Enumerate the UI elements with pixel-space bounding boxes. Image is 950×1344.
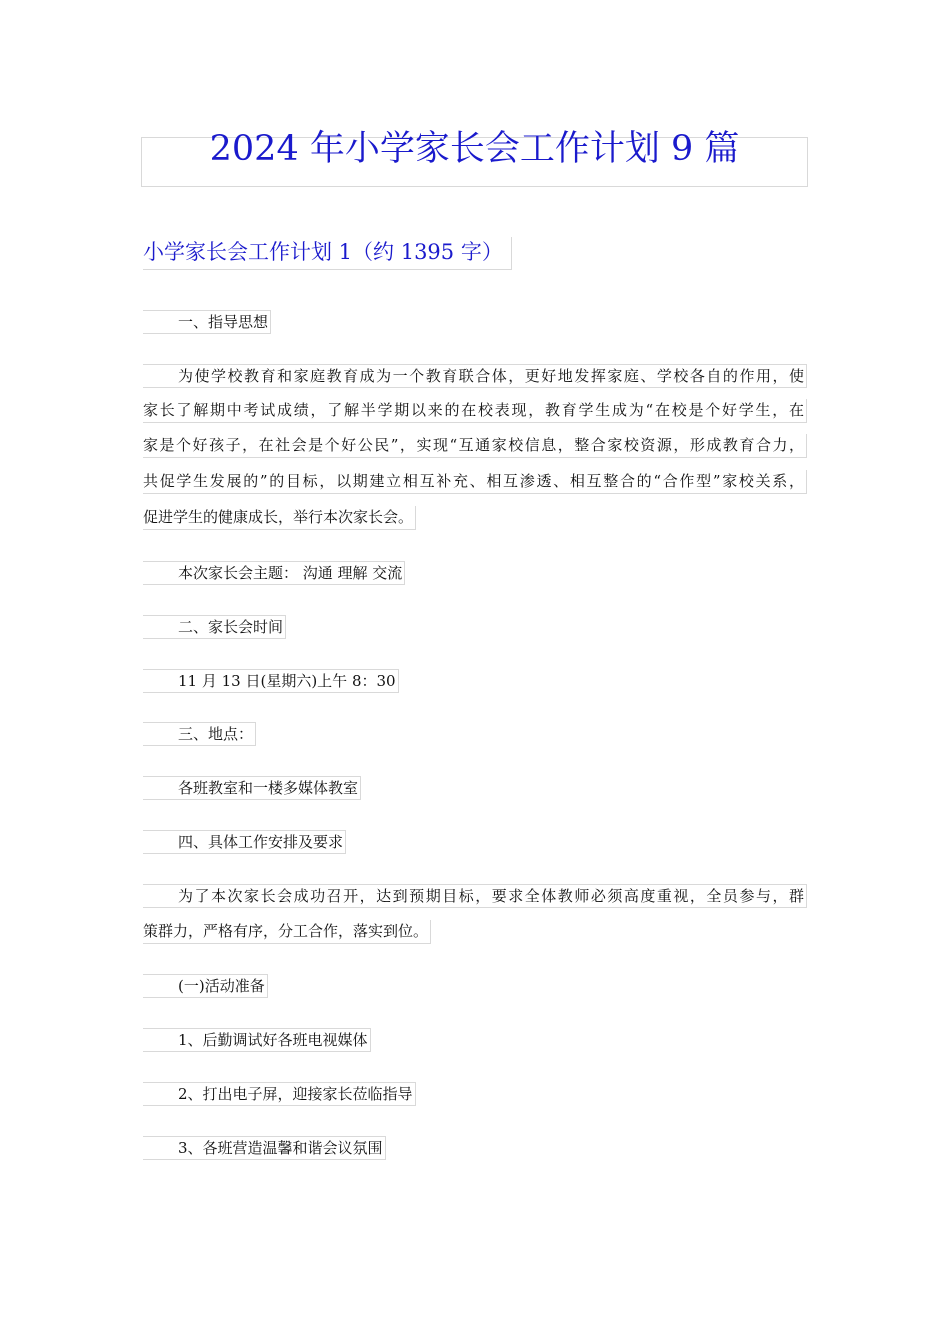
- paragraph-4-line-2: 策群力，严格有序，分工合作，落实到位。: [143, 920, 431, 944]
- list-item: 1、后勤调试好各班电视媒体: [143, 1028, 371, 1052]
- paragraph-1-line-4: 共促学生发展的”的目标，以期建立相互补充、相互渗透、相互整合的“合作型”家校关系，: [143, 470, 807, 494]
- heading-meeting-time: 二、家长会时间: [143, 615, 286, 639]
- meeting-theme: 本次家长会主题： 沟通 理解 交流: [143, 561, 405, 585]
- meeting-time: 11 月 13 日(星期六)上午 8：30: [143, 669, 399, 693]
- paragraph-4-line-1: 为了本次家长会成功召开，达到预期目标，要求全体教师必须高度重视，全员参与，群: [143, 884, 807, 908]
- list-item: 2、打出电子屏，迎接家长莅临指导: [143, 1082, 416, 1106]
- paragraph-1-line-5: 促进学生的健康成长，举行本次家长会。: [143, 506, 416, 530]
- heading-arrangements: 四、具体工作安排及要求: [143, 830, 346, 854]
- heading-location: 三、地点：: [143, 722, 256, 746]
- paragraph-1-line-3: 家是个好孩子，在社会是个好公民”，实现“互通家校信息，整合家校资源，形成教育合力，: [143, 434, 807, 458]
- heading-guiding-thought: 一、指导思想: [143, 310, 271, 334]
- heading-preparation: (一)活动准备: [143, 974, 268, 998]
- list-item: 3、各班营造温馨和谐会议氛围: [143, 1136, 386, 1160]
- section-subtitle: 小学家长会工作计划 1（约 1395 字）: [143, 237, 512, 270]
- paragraph-1-line-1: 为使学校教育和家庭教育成为一个教育联合体，更好地发挥家庭、学校各自的作用，使: [143, 364, 807, 388]
- paragraph-1-line-2: 家长了解期中考试成绩，了解半学期以来的在校表现，教育学生成为“在校是个好学生，在: [143, 399, 807, 423]
- meeting-location: 各班教室和一楼多媒体教室: [143, 776, 361, 800]
- document-title: 2024 年小学家长会工作计划 9 篇: [209, 129, 740, 169]
